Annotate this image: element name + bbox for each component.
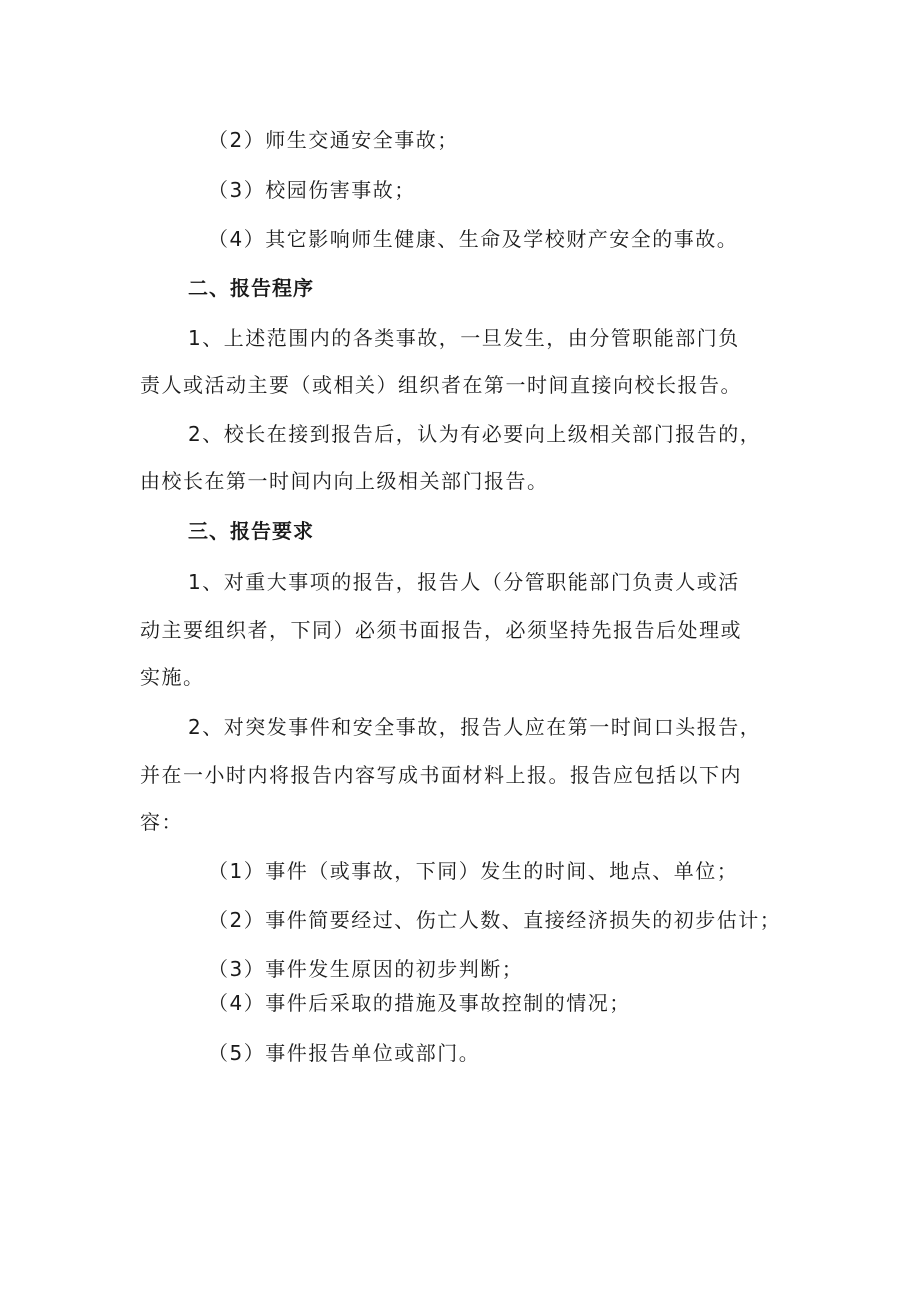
paragraph-line: 1、上述范围内的各类事故，一旦发生，由分管职能部门负 bbox=[188, 326, 740, 350]
paragraph-line: 容： bbox=[140, 810, 183, 834]
paragraph-line: 动主要组织者，下同）必须书面报告，必须坚持先报告后处理或 bbox=[140, 618, 742, 642]
list-item: （5）事件报告单位或部门。 bbox=[208, 1041, 481, 1065]
paragraph-line: 并在一小时内将报告内容写成书面材料上报。报告应包括以下内 bbox=[140, 763, 742, 787]
list-item: （4）其它影响师生健康、生命及学校财产安全的事故。 bbox=[208, 227, 739, 251]
list-item: （3）校园伤害事故； bbox=[208, 178, 416, 202]
paragraph-line: 2、对突发事件和安全事故，报告人应在第一时间口头报告， bbox=[188, 715, 762, 739]
list-item: （1）事件（或事故，下同）发生的时间、地点、单位； bbox=[208, 859, 739, 883]
paragraph-line: 1、对重大事项的报告，报告人（分管职能部门负责人或活 bbox=[188, 570, 740, 594]
list-item: （2）事件简要经过、伤亡人数、直接经济损失的初步估计； bbox=[208, 908, 782, 932]
paragraph-line: 由校长在第一时间内向上级相关部门报告。 bbox=[140, 469, 549, 493]
paragraph-line: 责人或活动主要（或相关）组织者在第一时间直接向校长报告。 bbox=[140, 373, 742, 397]
list-item: （4）事件后采取的措施及事故控制的情况； bbox=[208, 991, 631, 1015]
paragraph-line: 实施。 bbox=[140, 665, 205, 689]
section-heading-report-procedure: 二、报告程序 bbox=[188, 276, 314, 300]
list-item: （2）师生交通安全事故； bbox=[208, 128, 459, 152]
paragraph-line: 2、校长在接到报告后，认为有必要向上级相关部门报告的， bbox=[188, 422, 762, 446]
section-heading-report-requirements: 三、报告要求 bbox=[188, 519, 314, 543]
list-item: （3）事件发生原因的初步判断； bbox=[208, 957, 524, 981]
